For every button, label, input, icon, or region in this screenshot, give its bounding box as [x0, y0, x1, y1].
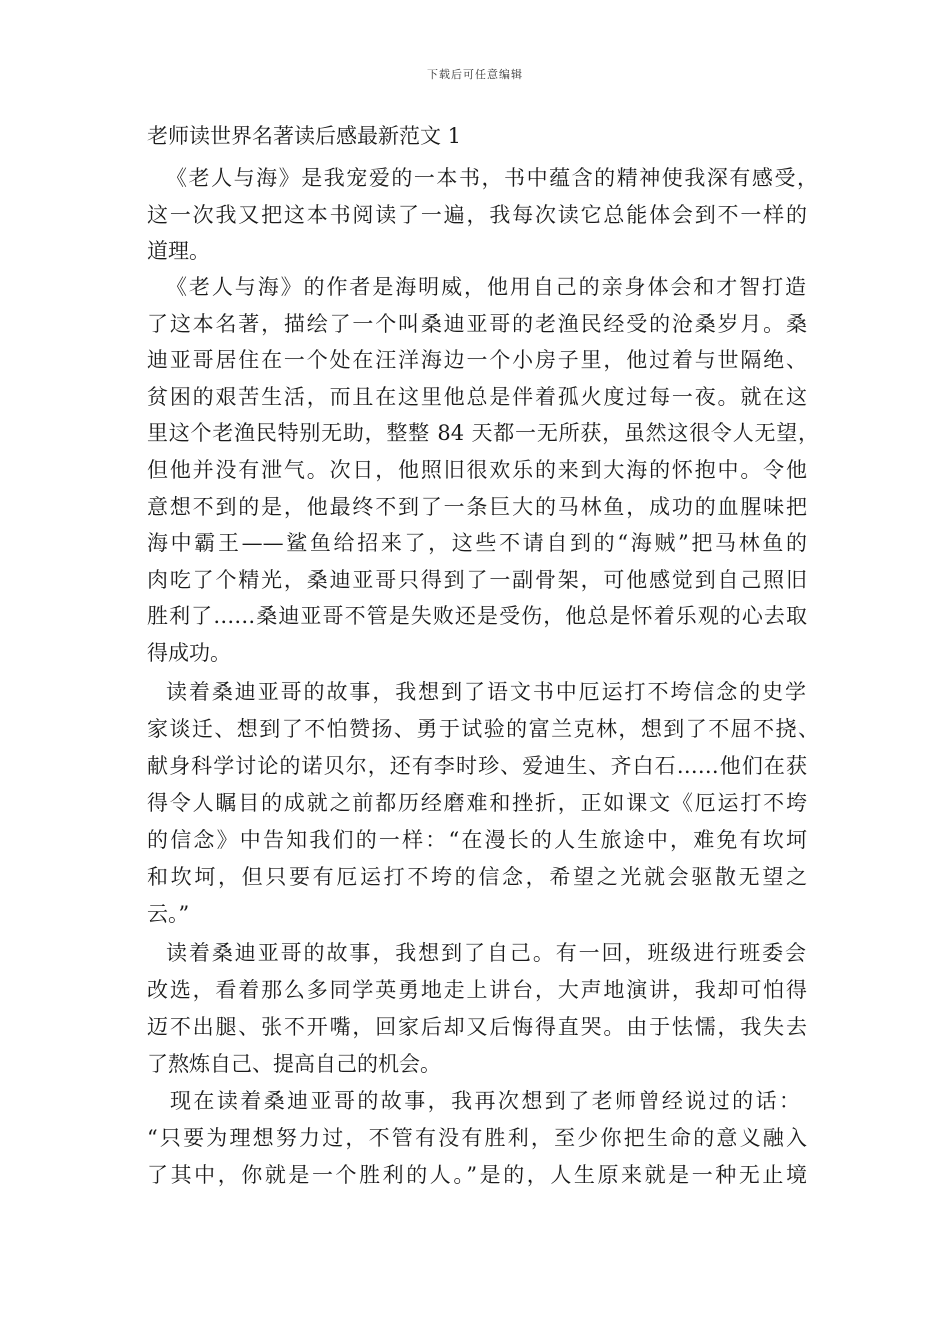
paragraph-line: 得令人瞩目的成就之前都历经磨难和挫折，正如课文《厄运打不垮	[147, 791, 807, 815]
paragraph-line: “只要为理想努力过，不管有没有胜利，至少你把生命的意义融入	[147, 1126, 807, 1150]
paragraph-line: 肉吃了个精光，桑迪亚哥只得到了一副骨架，可他感觉到自己照旧	[147, 568, 807, 592]
paragraph-line: 了这本名著，描绘了一个叫桑迪亚哥的老渔民经受的沧桑岁月。桑	[147, 312, 807, 336]
paragraph-line: 了其中，你就是一个胜利的人。”是的，人生原来就是一种无止境	[147, 1163, 807, 1187]
paragraph-line: 家谈迁、想到了不怕赞扬、勇于试验的富兰克林，想到了不屈不挠、	[147, 717, 819, 741]
paragraph-line: 道理。	[147, 239, 210, 263]
document-title: 老师读世界名著读后感最新范文 1	[147, 124, 462, 148]
paragraph-line: 胜利了……桑迪亚哥不管是失败还是受伤，他总是怀着乐观的心去取	[147, 604, 807, 628]
header-note: 下载后可任意编辑	[427, 68, 523, 81]
paragraph-line: 意想不到的是，他最终不到了一条巨大的马林鱼，成功的血腥味把	[147, 495, 807, 519]
paragraph-line: 改选，看着那么多同学英勇地走上讲台，大声地演讲，我却可怕得	[147, 978, 807, 1002]
paragraph-line: 但他并没有泄气。次日，他照旧很欢乐的来到大海的怀抱中。令他	[147, 458, 807, 482]
paragraph-line: 云。”	[147, 902, 190, 926]
paragraph-line: 读着桑迪亚哥的故事，我想到了语文书中厄运打不垮信念的史学	[166, 680, 806, 704]
paragraph-line: 《老人与海》的作者是海明威，他用自己的亲身体会和才智打造	[166, 275, 806, 299]
paragraph-line: 迈不出腿、张不开嘴，回家后却又后悔得直哭。由于怯懦，我失去	[147, 1015, 807, 1039]
paragraph-line: 海中霸王——鲨鱼给招来了，这些不请自到的“海贼”把马林鱼的	[147, 531, 807, 555]
paragraph-line: 和坎坷，但只要有厄运打不垮的信念，希望之光就会驱散无望之	[147, 865, 807, 889]
paragraph-line: 得成功。	[147, 641, 231, 665]
paragraph-line: 的信念》中告知我们的一样：“在漫长的人生旅途中，难免有坎坷	[147, 828, 807, 852]
paragraph-line: 了熬炼自己、提高自己的机会。	[147, 1052, 441, 1076]
paragraph-line: 读着桑迪亚哥的故事，我想到了自己。有一回，班级进行班委会	[166, 941, 806, 965]
paragraph-line: 迪亚哥居住在一个处在汪洋海边一个小房子里，他过着与世隔绝、	[147, 348, 807, 372]
paragraph-line: 《老人与海》是我宠爱的一本书，书中蕴含的精神使我深有感受，	[166, 166, 818, 190]
paragraph-line: 献身科学讨论的诺贝尔，还有李时珍、爱迪生、齐白石……他们在获	[147, 754, 807, 778]
paragraph-line: 里这个老渔民特别无助，整整 84 天都一无所获，虽然这很令人无望，	[147, 421, 819, 445]
paragraph-line: 现在读着桑迪亚哥的故事，我再次想到了老师曾经说过的话：	[170, 1089, 800, 1113]
paragraph-line: 这一次我又把这本书阅读了一遍，我每次读它总能体会到不一样的	[147, 203, 807, 227]
paragraph-line: 贫困的艰苦生活，而且在这里他总是伴着孤火度过每一夜。就在这	[147, 385, 807, 409]
